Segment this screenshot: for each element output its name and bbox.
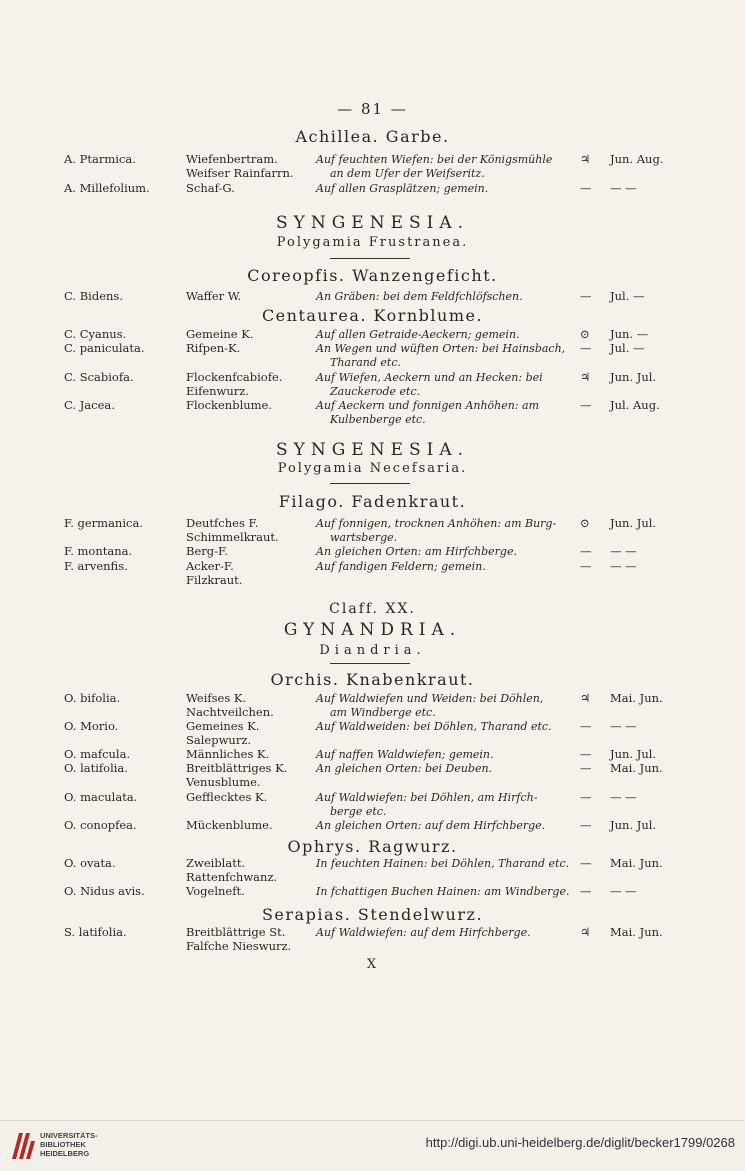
lifespan-symbol: — <box>580 544 592 558</box>
lifespan-symbol: ⊙ <box>580 516 590 530</box>
species-name: O. maculata. <box>64 790 138 804</box>
german-name-continued: Schimmelkraut. <box>186 530 279 544</box>
genus-heading-ophrys: Ophrys. Ragwurz. <box>287 837 458 856</box>
library-name <box>40 1131 98 1158</box>
genus-heading-achillea: Achillea. Garbe. <box>295 127 450 146</box>
university-library-logo-icon <box>10 1129 36 1163</box>
habitat: Auf Waldweiden: bei Döhlen, Tharand etc. <box>316 720 552 733</box>
page-number: — 81 — <box>337 100 408 118</box>
flowering-time: Mai. Jun. <box>610 856 663 870</box>
habitat: Auf Wiefen, Aeckern und an Hecken: bei <box>316 371 543 384</box>
flowering-time: — — <box>610 559 637 573</box>
german-name-continued: Venusblume. <box>186 775 261 789</box>
class-heading: SYNGENESIA. <box>275 440 470 460</box>
lifespan-symbol: — <box>580 398 592 412</box>
lifespan-symbol: — <box>580 289 592 303</box>
german-name: Schaf-G. <box>186 181 235 195</box>
species-name: A. Millefolium. <box>64 181 150 195</box>
german-name: Rifpen-K. <box>186 341 241 355</box>
german-name-continued: Salepwurz. <box>186 733 252 747</box>
lifespan-symbol: — <box>580 719 592 733</box>
lifespan-symbol: ♃ <box>580 925 591 939</box>
habitat: An Wegen und wüften Orten: bei Hainsbach, <box>316 342 566 355</box>
habitat: An gleichen Orten: am Hirfchberge. <box>316 545 517 558</box>
flowering-time: — — <box>610 544 637 558</box>
species-name: O. conopfea. <box>64 818 137 832</box>
flowering-time: — — <box>610 181 637 195</box>
divider <box>330 483 410 484</box>
flowering-time: — — <box>610 719 637 733</box>
lifespan-symbol: — <box>580 790 592 804</box>
species-name: O. mafcula. <box>64 747 131 761</box>
habitat-continued: Tharand etc. <box>330 356 402 369</box>
german-name: Acker-F. <box>186 559 234 573</box>
order-heading: Polygamia Necefsaria. <box>277 461 468 476</box>
species-name: O. Nidus avis. <box>64 884 145 898</box>
habitat-continued: Kulbenberge etc. <box>330 413 426 426</box>
german-name: Breitblättriges K. <box>186 761 288 775</box>
species-name: C. Scabiofa. <box>64 370 134 384</box>
german-name: Breitblättrige St. <box>186 925 286 939</box>
habitat: an dem Ufer der Weifseritz. <box>330 167 485 180</box>
library-name-line: BIBLIOTHEK <box>40 1140 86 1149</box>
order-heading: Diandria. <box>319 643 426 658</box>
habitat: Auf Waldwiefen und Weiden: bei Döhlen, <box>316 692 544 705</box>
german-name: Flockenfcabiofe. <box>186 370 283 384</box>
habitat: Auf Aeckern und fonnigen Anhöhen: am <box>316 399 540 412</box>
species-name: C. Bidens. <box>64 289 123 303</box>
flowering-time: Mai. Jun. <box>610 691 663 705</box>
habitat: Auf Waldwiefen: bei Döhlen, am Hirfch- <box>316 791 538 804</box>
lifespan-symbol: — <box>580 341 592 355</box>
german-name-continued: Eifenwurz. <box>186 384 250 398</box>
habitat: Auf fandigen Feldern; gemein. <box>316 560 486 573</box>
habitat: An gleichen Orten: auf dem Hirfchberge. <box>316 819 546 832</box>
species-name: C. Cyanus. <box>64 327 127 341</box>
german-name: Weifses K. <box>186 691 247 705</box>
class-heading: SYNGENESIA. <box>275 213 470 233</box>
class-number: Claff. XX. <box>329 601 416 617</box>
species-name: O. ovata. <box>64 856 116 870</box>
german-name: Berg-F. <box>186 544 228 558</box>
lifespan-symbol: — <box>580 181 592 195</box>
list-item <box>0 720 745 736</box>
flowering-time: Mai. Jun. <box>610 761 663 775</box>
list-item <box>0 560 745 576</box>
flowering-time: Jun. Jul. <box>610 818 657 832</box>
german-name: Gefflecktes K. <box>186 790 268 804</box>
german-name-continued: Falfche Nieswurz. <box>186 939 292 953</box>
lifespan-symbol: ♃ <box>580 691 591 705</box>
habitat: Auf Waldwiefen: auf dem Hirfchberge. <box>316 926 531 939</box>
german-name-continued: Rattenfchwanz. <box>186 870 278 884</box>
flowering-time: Jun. Jul. <box>610 516 657 530</box>
genus-heading-serapias: Serapias. Stendelwurz. <box>261 905 484 924</box>
species-name: O. bifolia. <box>64 691 121 705</box>
flowering-time: Jul. — <box>610 289 645 303</box>
order-heading: Polygamia Frustranea. <box>276 235 469 250</box>
flowering-time: Jun. Jul. <box>610 370 657 384</box>
flowering-time: — — <box>610 884 637 898</box>
list-item <box>0 182 745 198</box>
species-name: F. montana. <box>64 544 133 558</box>
species-name: O. latifolia. <box>64 761 128 775</box>
german-name: Weifser Rainfarrn. <box>186 166 294 180</box>
habitat: In fchattigen Buchen Hainen: am Windberge. <box>316 885 570 898</box>
source-url[interactable]: http://digi.ub.uni-heidelberg.de/diglit/becker1799/0268 <box>425 1135 735 1150</box>
list-item <box>0 885 745 901</box>
habitat: An Gräben: bei dem Feldfchlöfschen. <box>316 290 523 303</box>
divider <box>330 258 410 259</box>
list-item <box>0 926 745 942</box>
list-item <box>0 857 745 873</box>
flowering-time: Jun. Aug. <box>610 152 664 166</box>
genus-heading-coreopsis: Coreopfis. Wanzengeficht. <box>247 266 498 285</box>
viewer-footer <box>0 1120 745 1171</box>
german-name-continued: Filzkraut. <box>186 573 243 587</box>
flowering-time: Jul. — <box>610 341 645 355</box>
german-name: Gemeines K. <box>186 719 260 733</box>
german-name: Deutfches F. <box>186 516 259 530</box>
species-name: O. Morio. <box>64 719 119 733</box>
lifespan-symbol: — <box>580 761 592 775</box>
flowering-time: — — <box>610 790 637 804</box>
flowering-time: Jul. Aug. <box>610 398 660 412</box>
flowering-time: Mai. Jun. <box>610 925 663 939</box>
lifespan-symbol: — <box>580 856 592 870</box>
library-name-line: UNIVERSITÄTS- <box>40 1131 98 1140</box>
species-name: C. paniculata. <box>64 341 145 355</box>
habitat: Auf allen Getraide-Aeckern; gemein. <box>316 328 520 341</box>
lifespan-symbol: — <box>580 884 592 898</box>
species-name: S. latifolia. <box>64 925 127 939</box>
lifespan-symbol: ♃ <box>580 152 591 166</box>
genus-heading-filago: Filago. Fadenkraut. <box>278 492 467 511</box>
lifespan-symbol: — <box>580 818 592 832</box>
german-name: Vogelneft. <box>186 884 245 898</box>
list-item <box>0 290 745 306</box>
habitat-continued: Zauckerode etc. <box>330 385 421 398</box>
german-name: Mückenblume. <box>186 818 273 832</box>
habitat: An gleichen Orten: bei Deuben. <box>316 762 493 775</box>
german-name: Gemeine K. <box>186 327 254 341</box>
genus-heading-centaurea: Centaurea. Kornblume. <box>261 306 484 325</box>
library-name-line: HEIDELBERG <box>40 1149 90 1158</box>
german-name: Wiefenbertram. <box>186 152 278 166</box>
genus-heading-orchis: Orchis. Knabenkraut. <box>270 670 475 689</box>
habitat: Auf feuchten Wiefen: bei der Königsmühle <box>316 153 553 166</box>
flowering-time: Jun. — <box>610 327 649 341</box>
list-item <box>0 819 745 835</box>
flowering-time: Jun. Jul. <box>610 747 657 761</box>
species-name: C. Jacea. <box>64 398 115 412</box>
species-name: F. arvenfis. <box>64 559 128 573</box>
habitat-continued: am Windberge etc. <box>330 706 436 719</box>
habitat: In feuchten Hainen: bei Döhlen, Tharand etc. <box>316 857 570 870</box>
german-name-continued: Nachtveilchen. <box>186 705 274 719</box>
list-item <box>0 762 745 778</box>
habitat-continued: berge etc. <box>330 805 387 818</box>
lifespan-symbol: ⊙ <box>580 327 590 341</box>
species-name: A. Ptarmica. <box>64 152 136 166</box>
german-name: Flockenblume. <box>186 398 273 412</box>
german-name: Waffer W. <box>186 289 242 303</box>
habitat-continued: wartsberge. <box>330 531 398 544</box>
lifespan-symbol: — <box>580 747 592 761</box>
divider <box>330 663 410 664</box>
german-name: Männliches K. <box>186 747 270 761</box>
printer-signature: X <box>366 957 379 972</box>
habitat: Auf allen Grasplätzen; gemein. <box>316 182 489 195</box>
lifespan-symbol: — <box>580 559 592 573</box>
class-heading: GYNANDRIA. <box>283 620 462 640</box>
german-name: Zweiblatt. <box>186 856 246 870</box>
habitat: Auf naffen Waldwiefen; gemein. <box>316 748 494 761</box>
habitat: Auf fonnigen, trocknen Anhöhen: am Burg- <box>316 517 557 530</box>
lifespan-symbol: ♃ <box>580 370 591 384</box>
species-name: F. germanica. <box>64 516 143 530</box>
